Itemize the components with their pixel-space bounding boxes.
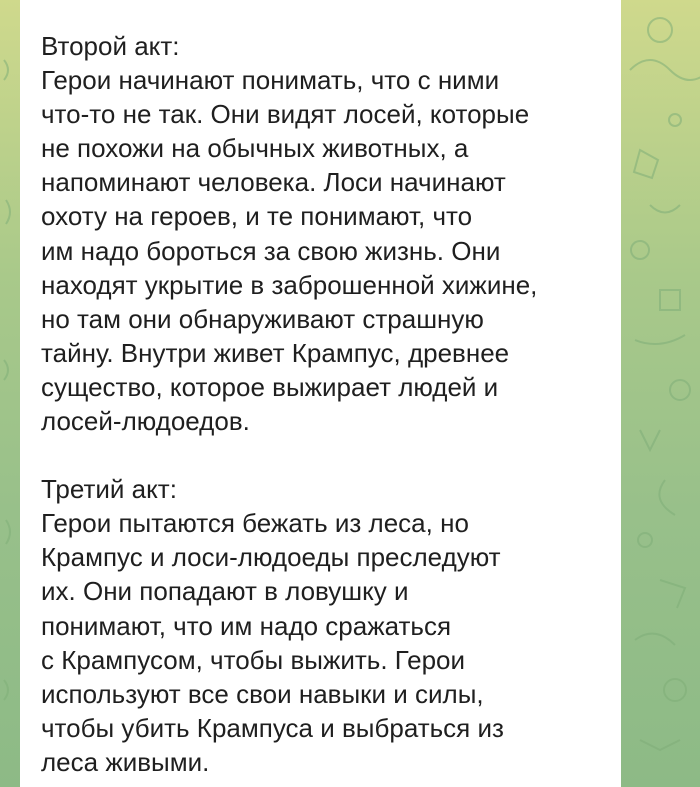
message-text-line: тайну. Внутри живет Крампус, древнее: [41, 337, 510, 368]
act-heading: Второй акт:: [41, 31, 180, 61]
message-text-line: им надо бороться за свою жизнь. Они: [41, 235, 501, 266]
message-text-line: понимают, что им надо сражаться: [41, 610, 452, 641]
message-text-line: Герои пытаются бежать из леса, но: [41, 508, 469, 539]
message-text-line: существо, которое выжирает людей и: [41, 371, 499, 402]
message-text-line: чтобы убить Крампуса и выбраться из: [41, 712, 504, 743]
message-text-line: но там они обнаруживают страшную: [41, 303, 484, 334]
message-act-three: [41, 472, 601, 779]
message-bubble[interactable]: [20, 0, 621, 787]
message-text-line: напоминают человека. Лоси начинают: [41, 167, 506, 198]
message-text-line: Герои начинают понимать, что с ними: [41, 65, 500, 96]
message-text-line: охоту на героев, и те понимают, что: [41, 201, 473, 232]
message-text-line: находят укрытие в заброшенной хижине,: [41, 269, 538, 300]
message-text-line: не похожи на обычных животных, а: [41, 133, 469, 164]
message-text-line: что-то не так. Они видят лосей, которые: [41, 99, 530, 130]
message-text-line: с Крампусом, чтобы выжить. Герои: [41, 644, 466, 675]
message-text-line: используют все свои навыки и силы,: [41, 678, 484, 709]
message-text-line: их. Они попадают в ловушку и: [41, 576, 409, 607]
message-text-line: Крампус и лоси-людоеды преследуют: [41, 542, 501, 573]
message-text-line: леса живыми.: [41, 746, 210, 777]
message-text-line: лосей-людоедов.: [41, 406, 250, 437]
message-act-two: [41, 29, 601, 438]
act-heading: Третий акт:: [41, 474, 177, 505]
